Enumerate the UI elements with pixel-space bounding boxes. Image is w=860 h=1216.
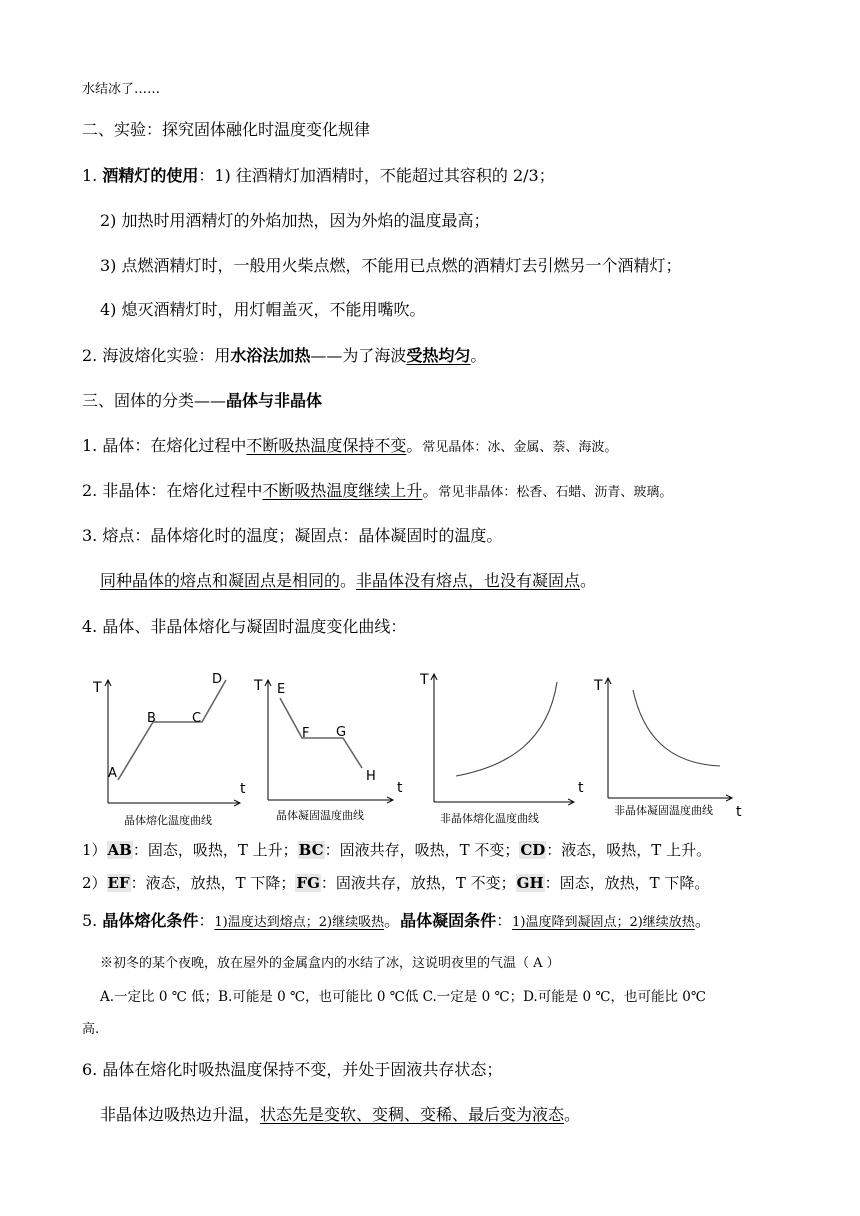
- text: 1）: [82, 841, 107, 859]
- item-6-amorphous: [100, 1105, 580, 1125]
- solidifying-curve: [280, 698, 362, 768]
- t-axis-label: T: [420, 672, 429, 688]
- text: ：固态，吸热，T 上升；: [132, 841, 298, 859]
- section-heading-3: [82, 391, 322, 411]
- text: 非晶体边吸热边升温，: [100, 1105, 261, 1124]
- conditions-line: [82, 911, 711, 933]
- question-stem: ※初冬的某个夜晚，放在屋外的金属盒内的水结了冰，这说明夜里的气温（ A ）: [100, 956, 560, 971]
- graph-caption: 晶体熔化温度曲线: [124, 814, 212, 827]
- crystal-melting-graph: [92, 672, 246, 827]
- text: ：液态，放热，T 下降；: [130, 874, 296, 892]
- text: 。: [470, 346, 487, 365]
- crystal-solidifying-graph: [253, 678, 403, 822]
- text: 。: [580, 571, 597, 590]
- time-axis-label: t: [578, 780, 584, 796]
- item-number: 1.: [82, 166, 98, 185]
- underlined-text: 非晶体没有熔点，也没有凝固点: [356, 571, 581, 590]
- point-a-label: A: [108, 766, 117, 781]
- text: 。: [406, 436, 423, 455]
- text: 。: [340, 571, 357, 590]
- item-6: 6. 晶体在熔化时吸热温度保持不变，并处于固液共存状态；: [82, 1060, 503, 1079]
- text: 5.: [82, 911, 103, 930]
- small-text: 常见晶体：冰、金属、萘、海波。: [422, 440, 618, 455]
- underlined-text: 不断吸热温度保持不变: [246, 436, 407, 455]
- item-1-text: ：1) 往酒精灯加酒精时，不能超过其容积的 2/3；: [198, 166, 555, 185]
- text: 2）: [82, 874, 107, 892]
- point-c-label: C: [192, 711, 202, 726]
- text: 。: [694, 911, 711, 930]
- underlined-text: 同种晶体的熔点和凝固点是相同的: [100, 571, 341, 590]
- t-axis-label: T: [254, 678, 263, 694]
- crystal-melting-stages: [82, 840, 711, 860]
- point-f-label: F: [302, 726, 310, 741]
- item-1-sub-2: 2) 加热时用酒精灯的外焰加热，因为外焰的温度最高；: [100, 211, 490, 230]
- graph-caption: 晶体凝固温度曲线: [276, 809, 364, 822]
- bold-text: 水浴法加热: [230, 346, 311, 365]
- text: ：液态，吸热，T 上升。: [546, 841, 712, 859]
- question-options: A.一定比 0 ℃ 低；B.可能是 0 ℃，也可能比 0 ℃低 C.一定是 0 ℃；D.可能是 0 ℃，也可能比 0℃: [100, 989, 706, 1005]
- segment-label: FG: [296, 874, 320, 892]
- melting-curve: [456, 682, 557, 776]
- text: 。: [564, 1105, 581, 1124]
- temperature-curves-figure: [0, 660, 860, 835]
- time-axis-label: t: [240, 781, 246, 797]
- segment-label: BC: [298, 841, 324, 859]
- amorphous-solidifying-graph: [593, 678, 742, 820]
- underlined-text: 1)温度达到熔点；2)继续吸热: [214, 915, 385, 930]
- time-axis-label: t: [736, 804, 742, 820]
- t-axis-label: T: [93, 680, 102, 696]
- text: 1. 晶体：在熔化过程中: [82, 436, 247, 455]
- melting-curve: [118, 680, 226, 780]
- segment-label: AB: [107, 841, 132, 859]
- text: ：固液共存，吸热，T 不变；: [324, 841, 520, 859]
- segment-label: EF: [107, 874, 130, 892]
- underlined-text: 状态先是变软、变稠、变稀、最后变为液态: [260, 1105, 565, 1124]
- text: 2. 海波熔化实验：用: [82, 346, 231, 365]
- point-e-label: E: [277, 682, 286, 697]
- text: ：: [198, 911, 215, 930]
- text: 2. 非晶体：在熔化过程中: [82, 481, 263, 500]
- text: 。: [422, 481, 439, 500]
- time-axis-label: t: [397, 780, 403, 796]
- bold-text: 晶体熔化条件: [102, 911, 199, 930]
- underlined-text: 1)温度降到凝固点；2)继续放热: [512, 915, 695, 930]
- amorphous-definition: [82, 481, 672, 503]
- underlined-text: 不断吸热温度继续上升: [262, 481, 423, 500]
- question-options-cont: 高.: [82, 1022, 100, 1037]
- text: ：: [496, 911, 513, 930]
- melting-point-definition: 3. 熔点：晶体熔化时的温度；凝固点：晶体凝固时的温度。: [82, 526, 503, 545]
- underlined-bold-text: 受热均匀: [406, 346, 471, 365]
- text: ：固态，放热，T 下降。: [544, 874, 710, 892]
- solidifying-curve: [633, 690, 720, 766]
- small-text: 常见非晶体：松香、石蜡、沥青、玻璃。: [438, 485, 673, 500]
- item-2: [82, 346, 486, 366]
- text: ：固液共存，放热，T 不变；: [320, 874, 516, 892]
- item-1-sub-3: 3) 点燃酒精灯时，一般用火柴点燃，不能用已点燃的酒精灯去引燃另一个酒精灯；: [100, 256, 682, 275]
- text: 三、固体的分类——: [82, 391, 227, 410]
- amorphous-melting-graph: [419, 672, 584, 825]
- point-h-label: H: [366, 769, 376, 784]
- crystal-definition: [82, 436, 617, 458]
- item-1-title: 酒精灯的使用: [102, 166, 199, 185]
- segment-label: GH: [516, 874, 544, 892]
- section-heading-2: 二、实验：探究固体融化时温度变化规律: [82, 120, 371, 139]
- text: 。: [384, 911, 401, 930]
- graph-caption: 非晶体凝固温度曲线: [614, 804, 713, 817]
- t-axis-label: T: [594, 678, 603, 694]
- bold-text: 晶体与非晶体: [226, 391, 323, 410]
- point-b-label: B: [147, 711, 156, 726]
- point-d-label: D: [212, 672, 223, 687]
- continuation-text: 水结冰了……: [82, 82, 161, 97]
- segment-label: CD: [520, 841, 546, 859]
- crystal-solidifying-stages: [82, 873, 709, 893]
- graph-caption: 非晶体熔化温度曲线: [440, 812, 539, 825]
- melting-point-note: [100, 571, 596, 591]
- point-g-label: G: [336, 725, 347, 740]
- item-1-sub-4: 4) 熄灭酒精灯时，用灯帽盖灭，不能用嘴吹。: [100, 300, 426, 319]
- bold-text: 晶体凝固条件: [400, 911, 497, 930]
- curves-heading: 4. 晶体、非晶体熔化与凝固时温度变化曲线：: [82, 617, 407, 636]
- item-1: [82, 166, 555, 186]
- text: ——为了海波: [310, 346, 407, 365]
